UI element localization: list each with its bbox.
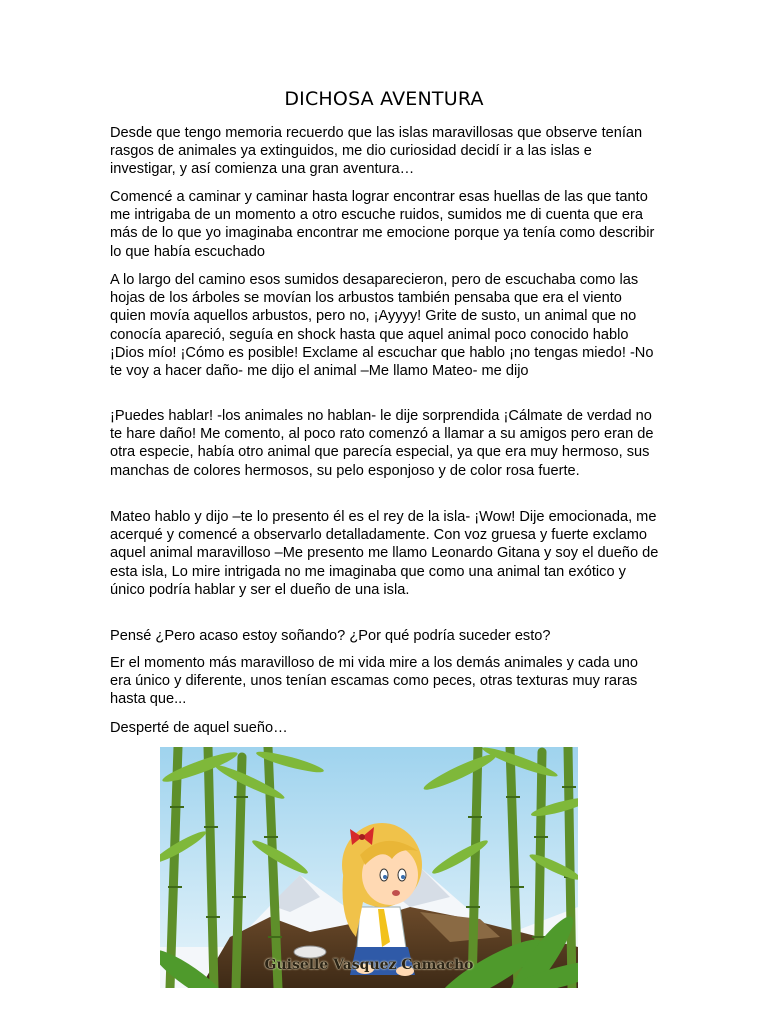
- paragraph-7: Er el momento más maravilloso de mi vida mire a los demás animales y cada uno era único y diferente, unos tenían escamas como peces, otras texturas muy raras hasta que...: [110, 655, 639, 708]
- paragraph-4: ¡Puedes hablar! -los animales no hablan- le dije sorprendida ¡Cálmate de verdad no te hare daño! Me comento, al poco rato comenzó a llamar a su amigos pero eran de otra especie, había otro animal que parecía especial, ya que era muy hermoso, sus manchas de colores hermosos, su pelo esponjoso y de color rosa fuerte.: [110, 408, 654, 479]
- illustration-caption: Guiselle Vasquez Camacho: [264, 957, 474, 973]
- paragraph-6: Pensé ¿Pero acaso estoy soñando? ¿Por qué podría suceder esto?: [110, 628, 551, 644]
- document-title: DICHOSA AVENTURA: [284, 88, 484, 110]
- bamboo-forest-girl-illustration: [160, 747, 578, 988]
- paragraph-1: Desde que tengo memoria recuerdo que las islas maravillosas que observe tenían rasgos de animales ya extinguidos, me dio curiosidad decidí ir a las islas e investigar, y así comienza una gran aventura…: [110, 125, 643, 178]
- paragraph-5: Mateo hablo y dijo –te lo presento él es el rey de la isla- ¡Wow! Dije emocionada, me acerqué y comencé a observarlo detalladamente. Con voz gruesa y fuerte exclamo aquel animal maravilloso –Me presento me llamo Leonardo Gitana y soy el dueño de esta isla, Lo mire intrigada no me imaginaba que como una animal tan exótico y único podría hablar y ser el dueño de una isla.: [110, 509, 659, 598]
- story-illustration: [160, 747, 578, 988]
- paragraph-3: A lo largo del camino esos sumidos desaparecieron, pero de escuchaba como las hojas de los árboles se movían los arbustos también pensaba que era el viento quien movía aquellos arbustos, pero no, ¡Ayyyy! Grite de susto, un animal que no conocía apareció, seguía en shock hasta que aquel animal poco conocido hablo ¡Dios mío! ¡Cómo es posible! Exclame al escuchar que hablo ¡no tengas miedo! -No te voy a hacer daño- me dijo el animal –Me llamo Mateo- me dijo: [110, 272, 654, 380]
- paragraph-2: Comencé a caminar y caminar hasta lograr encontrar esas huellas de las que tanto me intrigaba de un momento a otro escuche ruidos, sumidos me di cuenta que era más de lo que yo imaginaba encontrar me emocione porque ya tenía como describir lo que había escuchado: [110, 189, 655, 260]
- paragraph-8: Desperté de aquel sueño…: [110, 720, 288, 736]
